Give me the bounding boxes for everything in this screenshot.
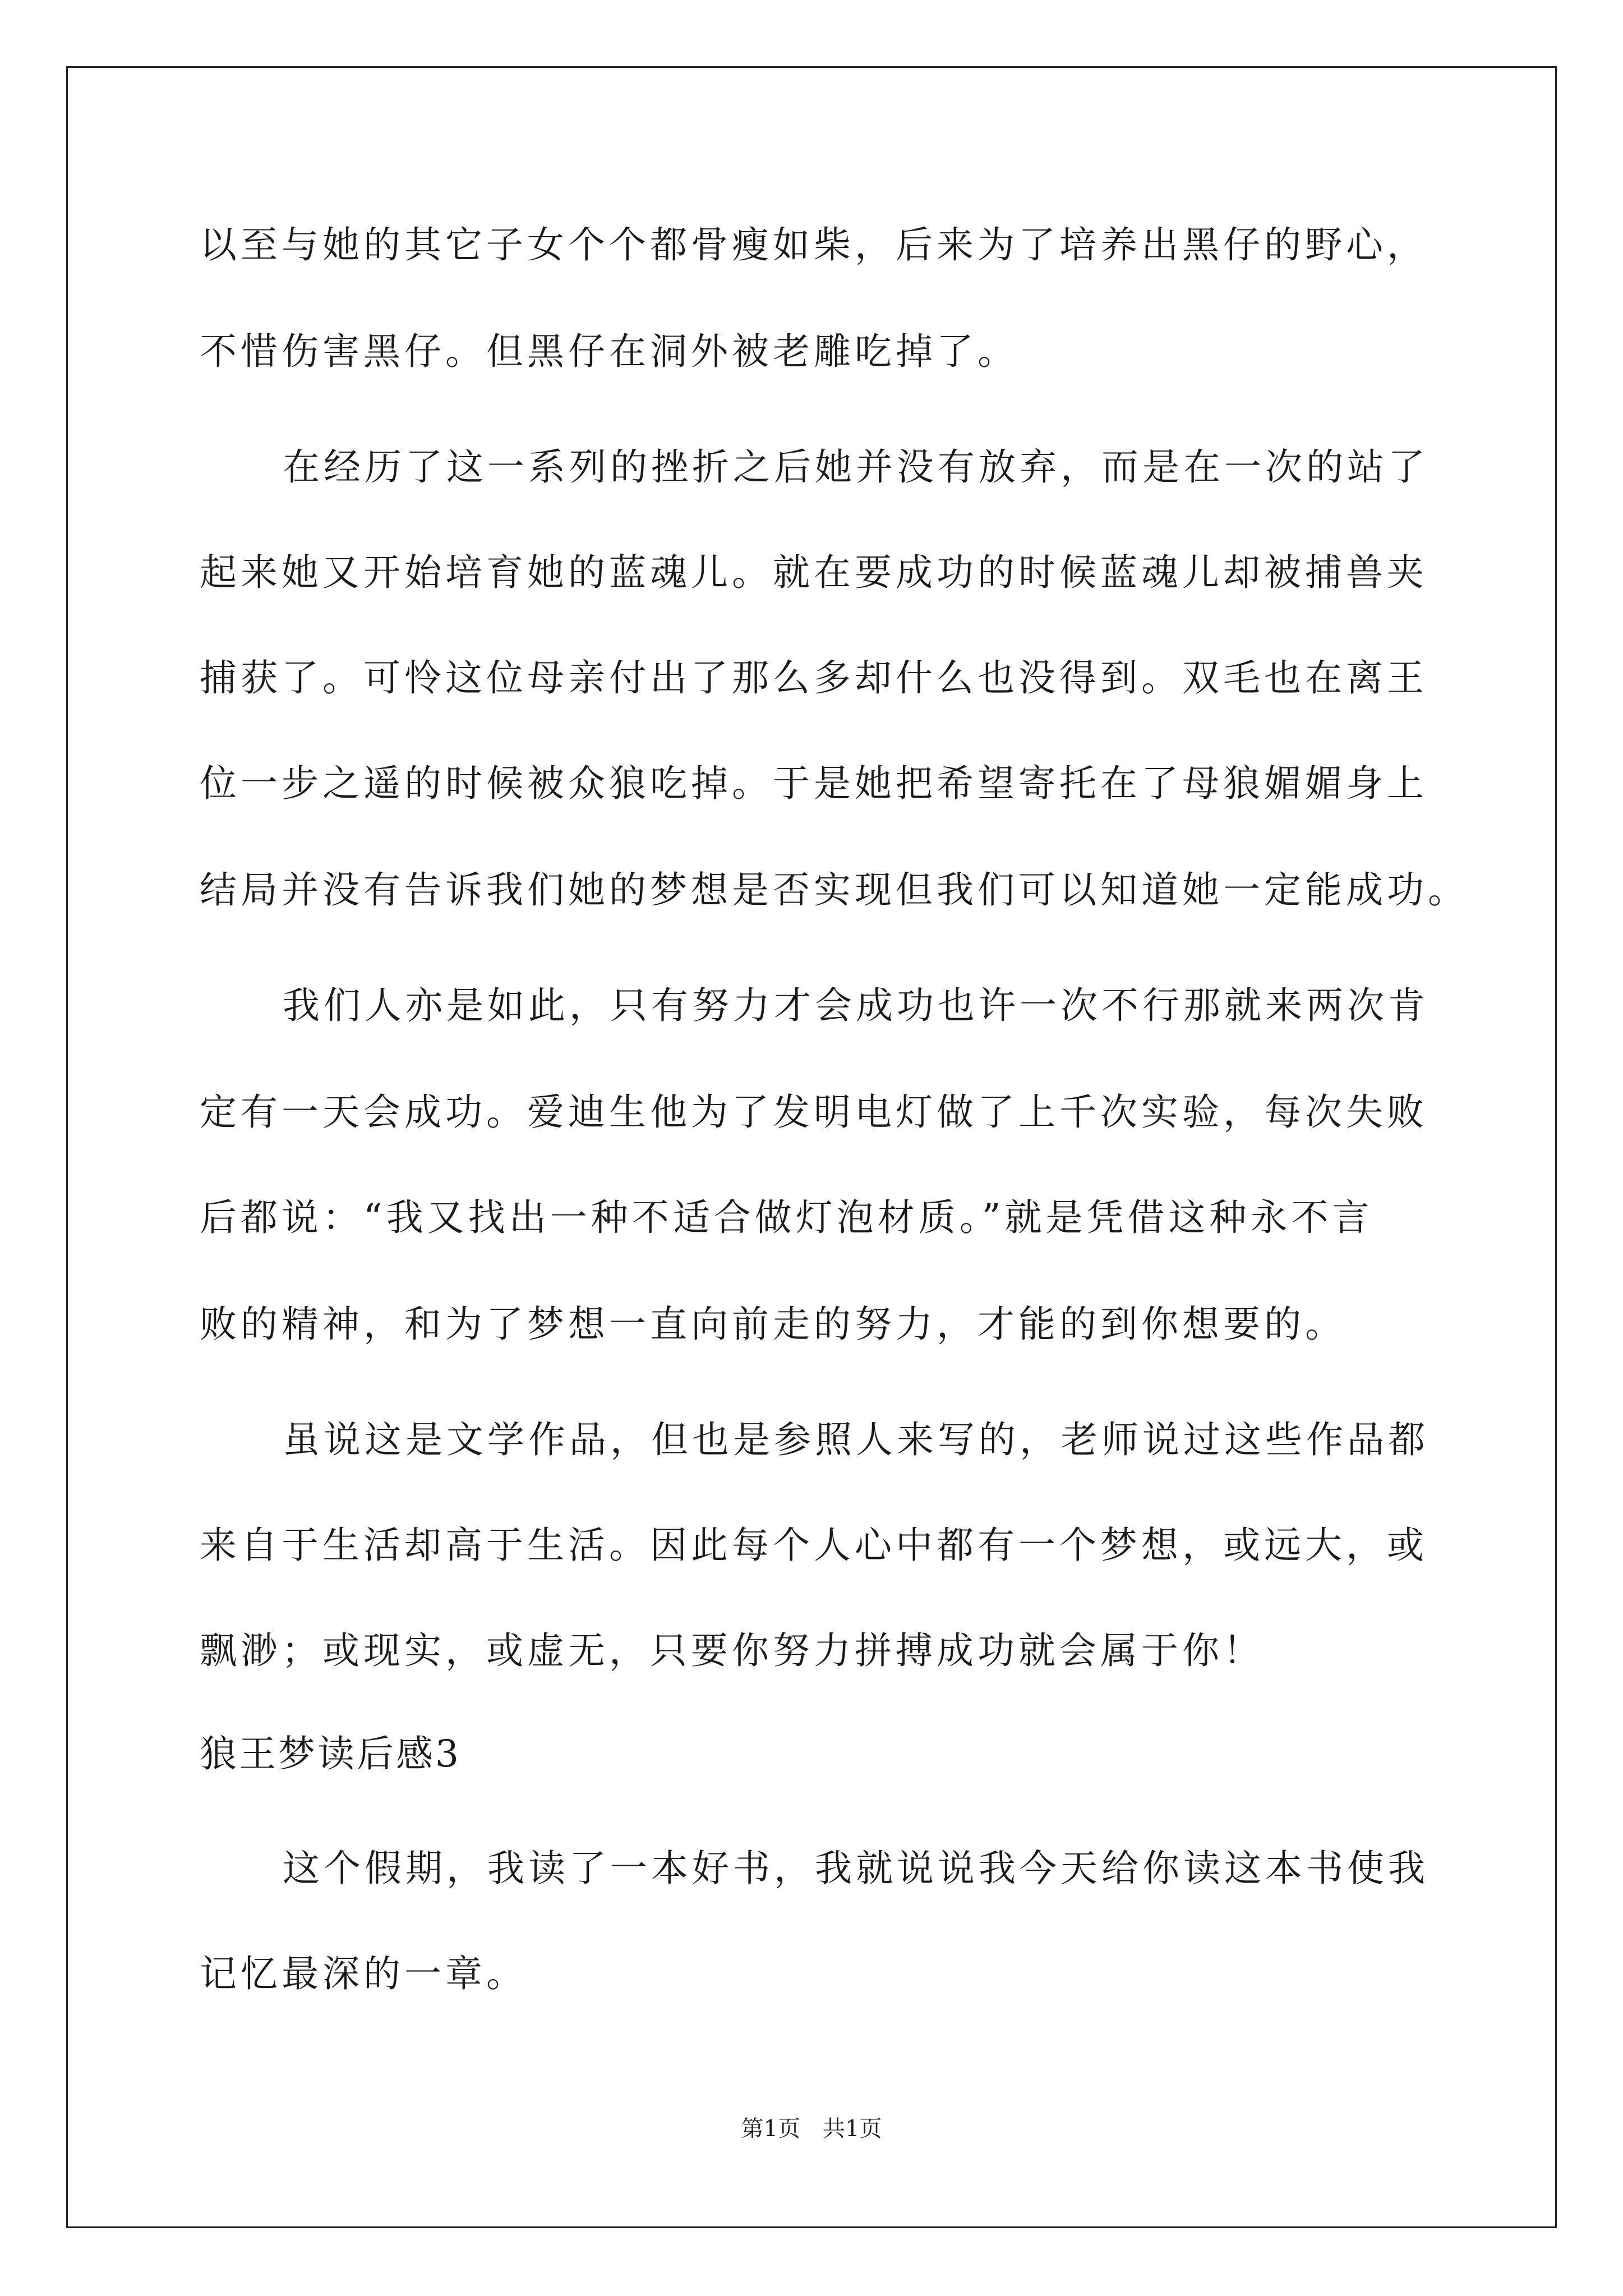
body-text-line: 记忆最深的一章。 bbox=[200, 1952, 527, 1995]
body-text-line: 后都说：“我又找出一种不适合做灯泡材质。”就是凭借这种永不言 bbox=[200, 1196, 1373, 1239]
paragraph-first-line: 这个假期，我读了一本好书，我就说说我今天给你读这本书使我 bbox=[283, 1847, 1429, 1890]
body-text-line: 定有一天会成功。爱迪生他为了发明电灯做了上千次实验，每次失败 bbox=[200, 1091, 1428, 1134]
body-text-line: 来自于生活却高于生活。因此每个人心中都有一个梦想，或远大，或 bbox=[200, 1524, 1428, 1567]
body-text-line: 捕获了。可怜这位母亲付出了那么多却什么也没得到。双毛也在离王 bbox=[200, 656, 1428, 700]
body-text-line: 败的精神，和为了梦想一直向前走的努力，才能的到你想要的。 bbox=[200, 1303, 1346, 1346]
body-text-line: 位一步之遥的时候被众狼吃掉。于是她把希望寄托在了母狼媚媚身上 bbox=[200, 762, 1428, 805]
body-text-line: 结局并没有告诉我们她的梦想是否实现但我们可以知道她一定能成功。 bbox=[200, 868, 1469, 912]
body-text-line: 以至与她的其它子女个个都骨瘦如柴，后来为了培养出黑仔的野心， bbox=[200, 223, 1428, 266]
body-text-line: 不惜伤害黑仔。但黑仔在洞外被老雕吃掉了。 bbox=[200, 330, 1018, 373]
paragraph-first-line: 在经历了这一系列的挫折之后她并没有放弃，而是在一次的站了 bbox=[283, 445, 1429, 489]
page-number-label: 第1页 bbox=[741, 2116, 800, 2142]
body-text-line: 起来她又开始培育她的蓝魂儿。就在要成功的时候蓝魂儿却被捕兽夹 bbox=[200, 551, 1428, 594]
section-heading: 狼王梦读后感3 bbox=[200, 1732, 461, 1775]
body-text-line: 飘渺；或现实，或虚无，只要你努力拼搏成功就会属于你！ bbox=[200, 1629, 1264, 1672]
page-total-label: 共1页 bbox=[823, 2116, 882, 2142]
paragraph-first-line: 虽说这是文学作品，但也是参照人来写的，老师说过这些作品都 bbox=[283, 1418, 1429, 1461]
page-border bbox=[66, 66, 1557, 2228]
paragraph-first-line: 我们人亦是如此，只有努力才会成功也许一次不行那就来两次肯 bbox=[283, 984, 1429, 1027]
page-footer bbox=[0, 2118, 1623, 2140]
